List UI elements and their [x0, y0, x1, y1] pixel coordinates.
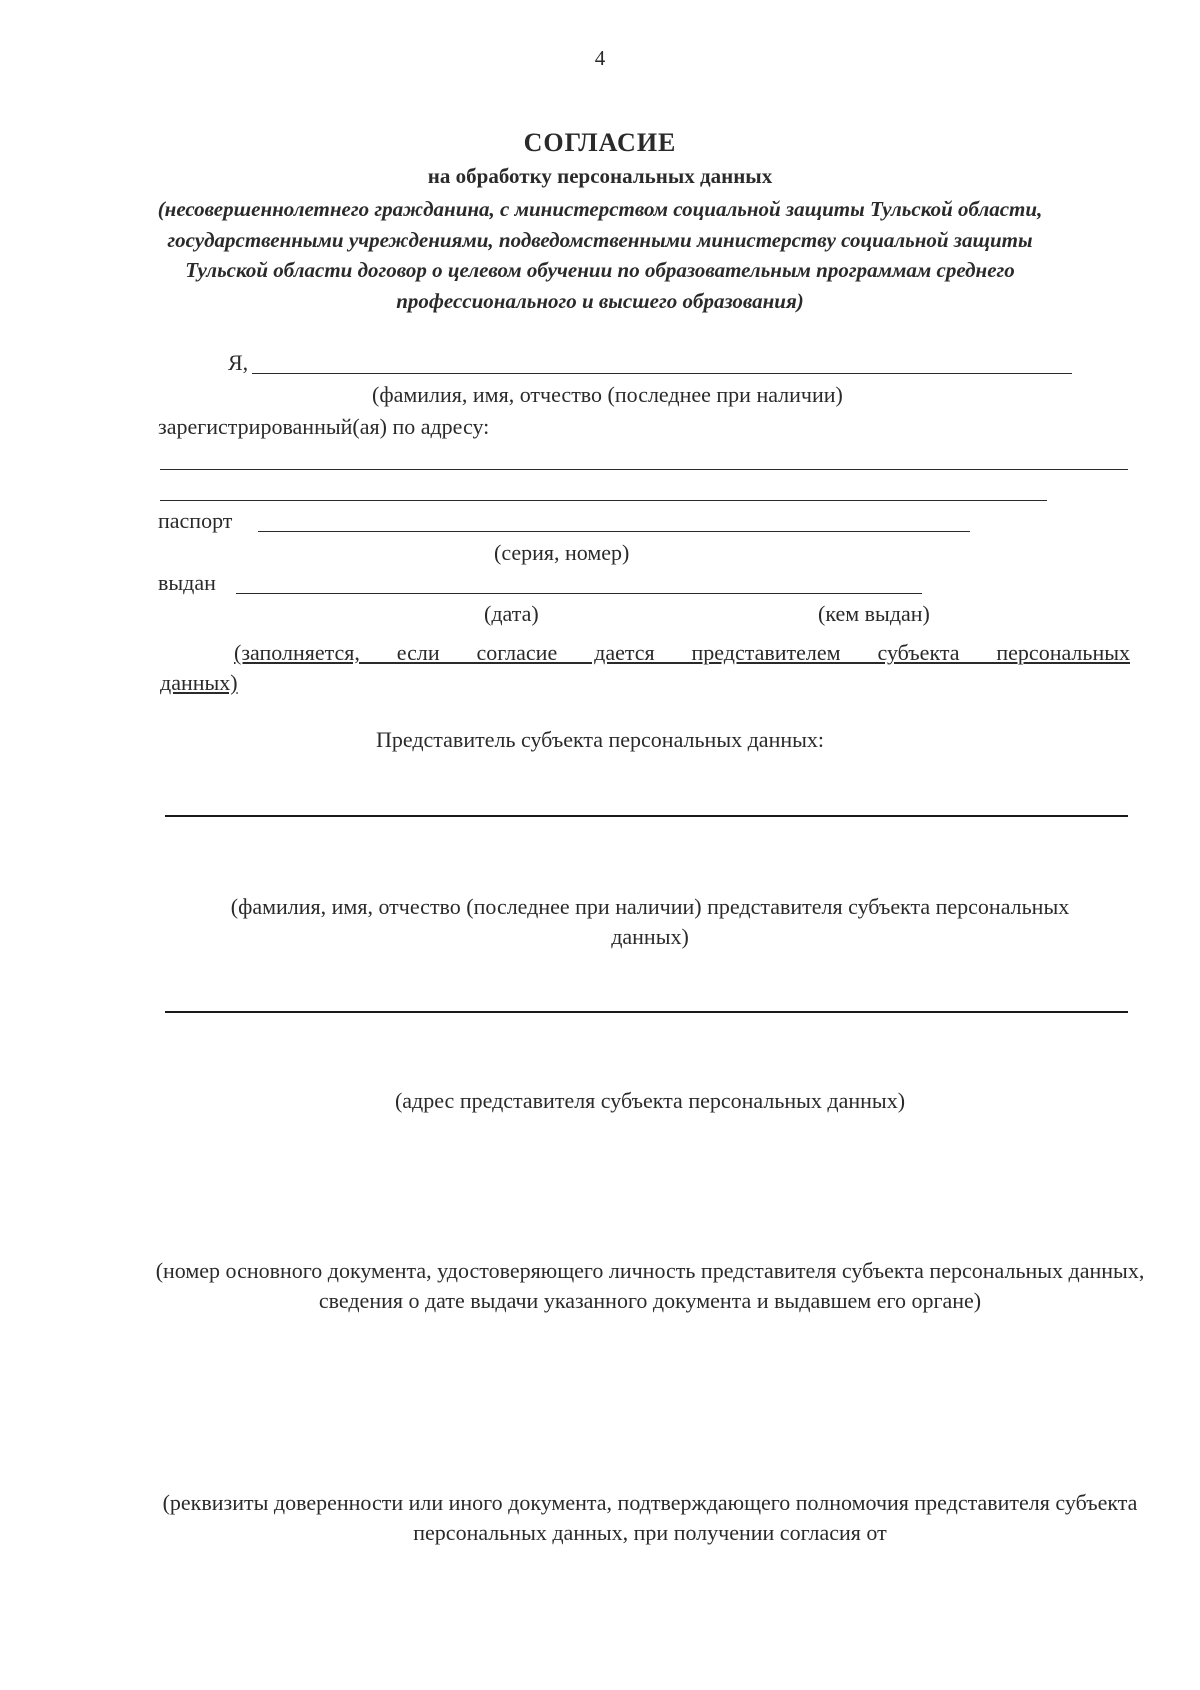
fio-caption: (фамилия, имя, отчество (последнее при наличии)	[372, 382, 843, 407]
document-title: СОГЛАСИЕ	[523, 128, 677, 157]
fio-input-line[interactable]	[252, 373, 1072, 374]
date-caption: (дата)	[484, 601, 539, 626]
passport-input-line[interactable]	[258, 531, 970, 532]
document-subtitle-italic: (несовершеннолетнего гражданина, с министерством социальной защиты Тульской области, государственными учреждениями, подведомственными министерству социальной защиты Тульской области договор о целевом обучении по образовательным программам среднего профессионального и высшего образования)	[157, 197, 1043, 313]
address-input-line-2[interactable]	[160, 500, 1047, 501]
page-number: 4	[594, 46, 606, 70]
representative-fio-caption: (фамилия, имя, отчество (последнее при наличии) представителя субъекта персональных данных)	[230, 894, 1070, 949]
address-input-line-1[interactable]	[160, 469, 1128, 470]
issued-label: выдан	[158, 570, 216, 595]
representative-heading: Представитель субъекта персональных данных:	[375, 727, 825, 752]
representative-note-line-2: данных)	[160, 670, 238, 695]
i-label: Я,	[228, 350, 249, 375]
passport-caption: (серия, номер)	[494, 540, 630, 565]
issued-input-line[interactable]	[236, 593, 922, 594]
document-subtitle: на обработку персональных данных	[427, 164, 773, 188]
representative-document-caption: (номер основного документа, удостоверяющего личность представителя субъекта персональных данных, сведения о дате выдачи указанного документа и выдавшем его органе)	[155, 1258, 1145, 1313]
representative-authority-caption: (реквизиты доверенности или иного документа, подтверждающего полномочия представителя субъекта персональных данных, при получении согласия от	[162, 1490, 1138, 1545]
representative-address-line[interactable]	[165, 1011, 1128, 1013]
registered-label: зарегистрированный(ая) по адресу:	[158, 414, 490, 439]
representative-note-line-1: (заполняется, если согласие дается представителем субъекта персональных	[234, 640, 1130, 665]
representative-fio-line[interactable]	[165, 815, 1128, 817]
representative-address-caption: (адрес представителя субъекта персональных данных)	[394, 1088, 906, 1113]
issued-by-caption: (кем выдан)	[818, 601, 930, 626]
passport-label: паспорт	[158, 508, 233, 533]
